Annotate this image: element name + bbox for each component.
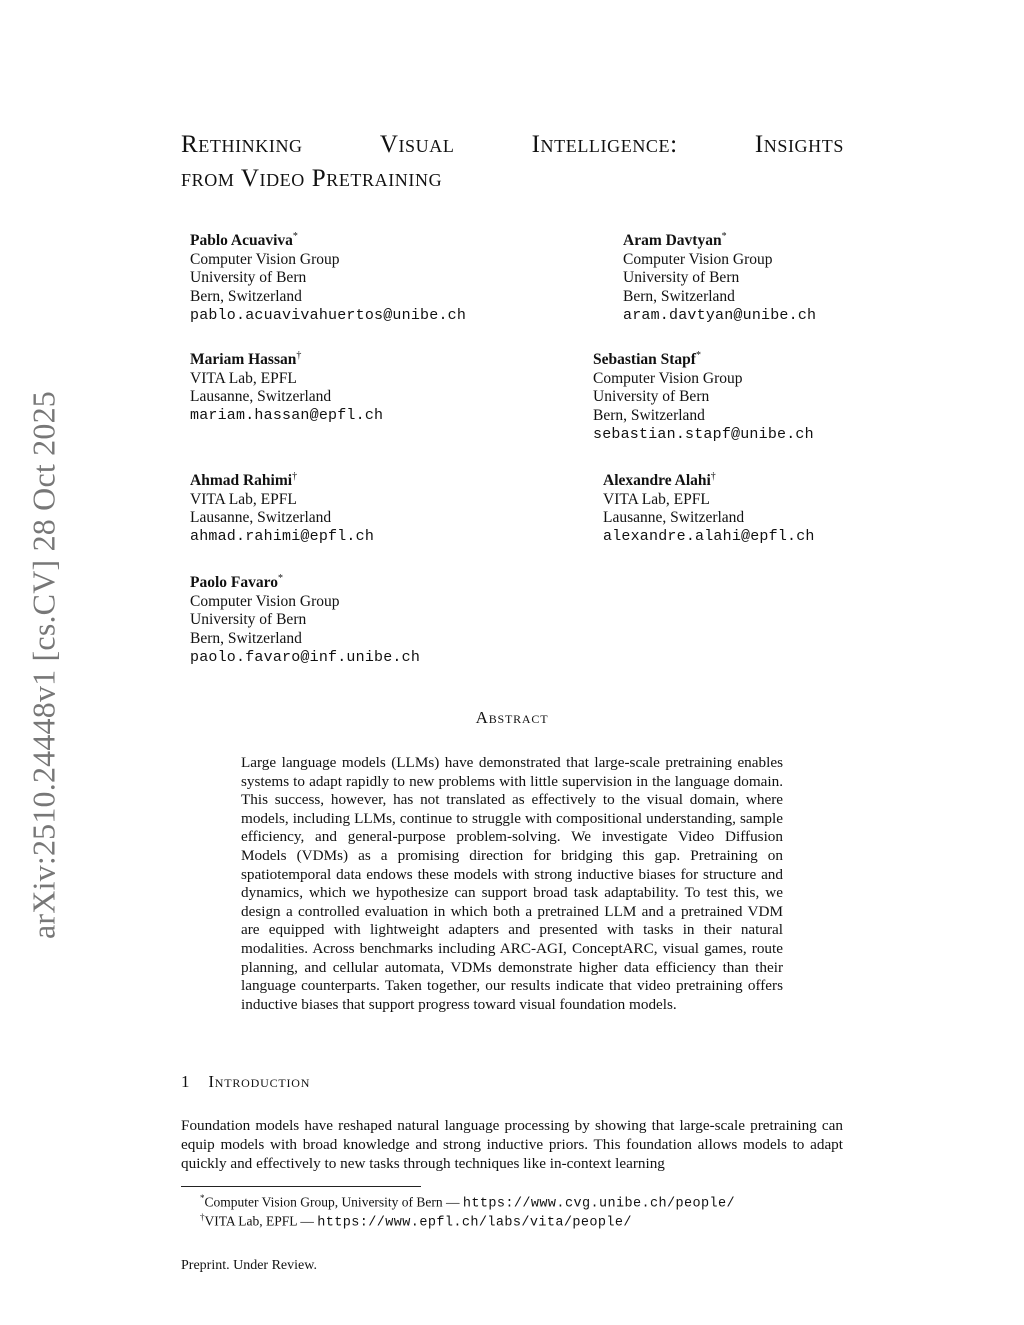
affiliation: Bern, Switzerland <box>593 406 705 424</box>
section-number: 1 <box>181 1072 191 1091</box>
author-name: Sebastian Stapf <box>593 351 696 369</box>
affiliation: Lausanne, Switzerland <box>603 509 745 527</box>
affiliation: Bern, Switzerland <box>190 629 302 647</box>
arxiv-stamp <box>0 0 62 939</box>
footnote-link[interactable]: https://www.epfl.ch/labs/vita/people/ <box>317 1215 632 1231</box>
author-block <box>190 570 420 667</box>
affiliation: Computer Vision Group <box>623 250 773 268</box>
intro-paragraph: Foundation models have reshaped natural language processing by showing that large-scale pretraining can equip models with broad knowledge and strong inductive priors. This foundation allows models to adapt quickly and effectively to new tasks through techniques like in-context learning <box>181 1117 843 1172</box>
arxiv-id: arXiv:2510.24448v1 [cs.CV] 28 Oct 2025 <box>25 391 62 939</box>
affiliation: Lausanne, Switzerland <box>190 509 332 527</box>
author-email[interactable]: pablo.acuavivahuertos@unibe.ch <box>190 306 467 324</box>
author-name: Paolo Favaro <box>190 574 278 592</box>
affiliation: University of Bern <box>623 269 740 287</box>
affiliation: University of Bern <box>593 388 710 406</box>
author-email[interactable]: mariam.hassan@epfl.ch <box>190 406 384 424</box>
affil-mark: * <box>277 573 283 584</box>
affil-mark: * <box>695 350 701 361</box>
title-word: Visual <box>379 131 455 158</box>
author-name: Aram Davtyan <box>623 232 722 250</box>
author-email[interactable]: aram.davtyan@unibe.ch <box>623 306 817 324</box>
footnote-text: VITA Lab, EPFL — <box>204 1213 318 1229</box>
footnote-mark: * <box>200 1193 205 1203</box>
affil-mark: † <box>292 471 298 482</box>
paper-title <box>181 128 844 196</box>
affiliation: Lausanne, Switzerland <box>190 388 332 406</box>
author-email[interactable]: sebastian.stapf@unibe.ch <box>593 425 814 443</box>
footnote-rule <box>181 1186 421 1187</box>
footnote <box>200 1209 632 1232</box>
author-block <box>623 228 816 325</box>
page-footer: Preprint. Under Review. <box>181 1258 317 1273</box>
title-word: Intelligence: <box>531 131 678 158</box>
affil-mark: * <box>721 231 727 242</box>
author-name: Mariam Hassan <box>190 351 297 369</box>
footnote-text: Computer Vision Group, University of Bern — <box>204 1194 463 1210</box>
affiliation: Bern, Switzerland <box>623 287 735 305</box>
title-word: Rethinking <box>181 131 303 158</box>
affiliation: University of Bern <box>190 611 307 629</box>
author-block <box>593 347 814 444</box>
affil-mark: * <box>292 231 298 242</box>
footnote-mark: † <box>200 1212 205 1222</box>
author-block <box>603 468 815 547</box>
author-name: Pablo Acuaviva <box>190 232 293 250</box>
affiliation: VITA Lab, EPFL <box>603 490 710 508</box>
title-line-2: from Video Pretraining <box>181 165 443 192</box>
author-email[interactable]: paolo.favaro@inf.unibe.ch <box>190 648 421 666</box>
abstract-heading: Abstract <box>475 708 549 727</box>
affiliation: Computer Vision Group <box>190 592 340 610</box>
abstract-text: Large language models (LLMs) have demonstrated that large-scale pretraining enables systems to adapt rapidly to new problems with little supervision in the language domain. This success, however, has not translated as effectively to the visual domain, where models, including LLMs, continue to struggle with compositional understanding, sample efficiency, and general-purpose problem-solving. We investigate Video Diffusion Models (VDMs) as a promising direction for bridging this gap. Pretraining on spatiotemporal data endows these models with strong inductive biases for structure and dynamics, which we hypothesize can support broad task adaptability. To test this, we design a controlled evaluation in which both a pretrained LLM and a pretrained VDM are equipped with lightweight adapters and presented with tasks in their natural modalities. Across benchmarks including ARC-AGI, ConceptARC, visual games, route planning, and cellular automata, VDMs demonstrate higher data efficiency than their language counterparts. Taken together, our results indicate that video pretraining offers inductive biases that support progress toward visual foundation models. <box>241 754 783 1013</box>
affiliation: VITA Lab, EPFL <box>190 369 297 387</box>
affil-mark: † <box>710 471 716 482</box>
section-title: Introduction <box>208 1072 311 1091</box>
author-name: Ahmad Rahimi <box>190 472 293 490</box>
affiliation: Bern, Switzerland <box>190 287 302 305</box>
author-name: Alexandre Alahi <box>603 472 711 490</box>
affiliation: VITA Lab, EPFL <box>190 490 297 508</box>
author-block <box>190 228 466 325</box>
title-word: Insights <box>754 131 844 158</box>
affiliation: Computer Vision Group <box>190 250 340 268</box>
affil-mark: † <box>296 350 302 361</box>
author-email[interactable]: ahmad.rahimi@epfl.ch <box>190 527 375 545</box>
author-email[interactable]: alexandre.alahi@epfl.ch <box>603 527 815 545</box>
author-block <box>190 347 383 426</box>
footnote-link[interactable]: https://www.cvg.unibe.ch/people/ <box>462 1196 735 1212</box>
section-heading <box>181 1072 310 1092</box>
author-block <box>190 468 374 547</box>
affiliation: Computer Vision Group <box>593 369 743 387</box>
affiliation: University of Bern <box>190 269 307 287</box>
